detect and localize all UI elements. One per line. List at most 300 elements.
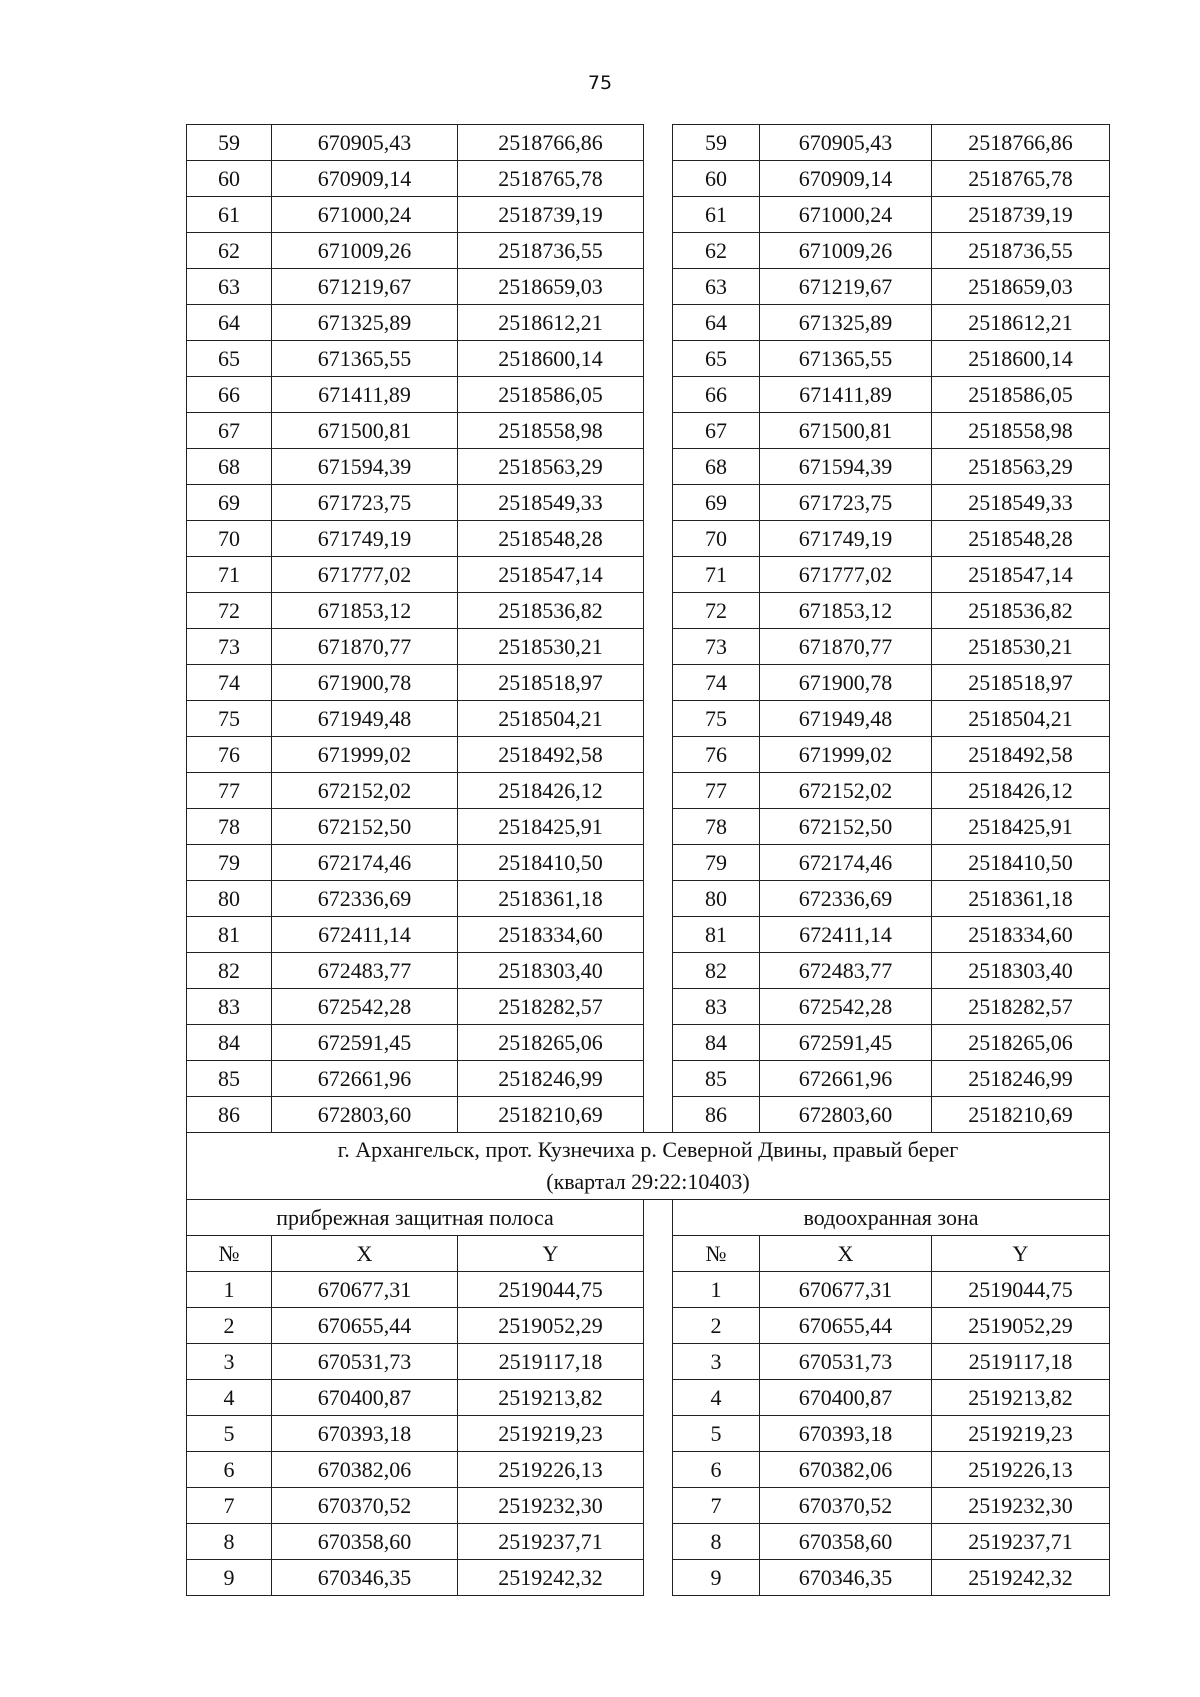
left-x-value: 672803,60	[272, 1097, 458, 1133]
column-gap	[644, 1200, 673, 1236]
table-row	[187, 989, 1110, 1025]
column-gap	[644, 701, 673, 737]
column-gap	[644, 881, 673, 917]
right-x-value: 670905,43	[760, 125, 932, 161]
right-x-value: 671500,81	[760, 413, 932, 449]
coordinates-table	[186, 124, 1110, 1596]
right-x-value: 671365,55	[760, 341, 932, 377]
left-x-value: 672661,96	[272, 1061, 458, 1097]
right-point-number: 77	[673, 773, 760, 809]
table-row	[187, 629, 1110, 665]
left-y-value: 2519242,32	[458, 1560, 644, 1596]
left-y-value: 2519044,75	[458, 1272, 644, 1308]
column-gap	[644, 269, 673, 305]
left-x-value: 671219,67	[272, 269, 458, 305]
left-point-number: 3	[187, 1344, 272, 1380]
right-point-number: 3	[673, 1344, 760, 1380]
right-y-value: 2518547,14	[932, 557, 1110, 593]
left-x-header: X	[272, 1236, 458, 1272]
left-y-value: 2518600,14	[458, 341, 644, 377]
right-y-value: 2518536,82	[932, 593, 1110, 629]
left-point-number: 6	[187, 1452, 272, 1488]
column-gap	[644, 377, 673, 413]
left-zone-title: прибрежная защитная полоса	[187, 1200, 644, 1236]
right-y-value: 2519242,32	[932, 1560, 1110, 1596]
right-point-number: 76	[673, 737, 760, 773]
page-number: 75	[587, 72, 613, 94]
table-row	[187, 809, 1110, 845]
left-point-number: 80	[187, 881, 272, 917]
column-gap	[644, 125, 673, 161]
left-y-value: 2518425,91	[458, 809, 644, 845]
table-row	[187, 881, 1110, 917]
right-x-value: 670358,60	[760, 1524, 932, 1560]
right-point-number: 64	[673, 305, 760, 341]
left-point-number: 62	[187, 233, 272, 269]
right-x-value: 670382,06	[760, 1452, 932, 1488]
right-point-number: 4	[673, 1380, 760, 1416]
right-y-value: 2518563,29	[932, 449, 1110, 485]
right-x-value: 670677,31	[760, 1272, 932, 1308]
column-gap	[644, 953, 673, 989]
right-y-value: 2519237,71	[932, 1524, 1110, 1560]
right-x-value: 671594,39	[760, 449, 932, 485]
table-row	[187, 485, 1110, 521]
left-y-value: 2519213,82	[458, 1380, 644, 1416]
left-x-value: 671723,75	[272, 485, 458, 521]
right-y-value: 2519226,13	[932, 1452, 1110, 1488]
left-point-number: 75	[187, 701, 272, 737]
right-x-value: 672803,60	[760, 1097, 932, 1133]
left-num-header: №	[187, 1236, 272, 1272]
left-y-value: 2518504,21	[458, 701, 644, 737]
right-y-value: 2518492,58	[932, 737, 1110, 773]
right-y-value: 2518282,57	[932, 989, 1110, 1025]
right-point-number: 7	[673, 1488, 760, 1524]
right-point-number: 80	[673, 881, 760, 917]
table-row	[187, 161, 1110, 197]
right-point-number: 81	[673, 917, 760, 953]
right-point-number: 60	[673, 161, 760, 197]
left-y-value: 2518530,21	[458, 629, 644, 665]
left-x-value: 671009,26	[272, 233, 458, 269]
table-row	[187, 1344, 1110, 1380]
right-y-value: 2519117,18	[932, 1344, 1110, 1380]
left-y-value: 2519117,18	[458, 1344, 644, 1380]
right-y-value: 2518265,06	[932, 1025, 1110, 1061]
table-row	[187, 737, 1110, 773]
right-y-value: 2518246,99	[932, 1061, 1110, 1097]
left-x-value: 671853,12	[272, 593, 458, 629]
left-y-value: 2518246,99	[458, 1061, 644, 1097]
left-point-number: 72	[187, 593, 272, 629]
left-point-number: 9	[187, 1560, 272, 1596]
right-y-value: 2518586,05	[932, 377, 1110, 413]
right-x-value: 671749,19	[760, 521, 932, 557]
right-y-value: 2518361,18	[932, 881, 1110, 917]
table-row	[187, 197, 1110, 233]
left-x-value: 671365,55	[272, 341, 458, 377]
right-y-value: 2518766,86	[932, 125, 1110, 161]
table-row	[187, 341, 1110, 377]
left-x-value: 672152,02	[272, 773, 458, 809]
column-header-row	[187, 1236, 1110, 1272]
left-y-value: 2519052,29	[458, 1308, 644, 1344]
right-y-value: 2518210,69	[932, 1097, 1110, 1133]
right-x-header: X	[760, 1236, 932, 1272]
left-point-number: 73	[187, 629, 272, 665]
left-x-value: 670370,52	[272, 1488, 458, 1524]
left-x-value: 672174,46	[272, 845, 458, 881]
right-x-value: 672591,45	[760, 1025, 932, 1061]
left-point-number: 65	[187, 341, 272, 377]
right-point-number: 9	[673, 1560, 760, 1596]
column-gap	[644, 917, 673, 953]
left-y-value: 2518492,58	[458, 737, 644, 773]
right-point-number: 62	[673, 233, 760, 269]
left-x-value: 670531,73	[272, 1344, 458, 1380]
column-gap	[644, 593, 673, 629]
left-x-value: 671949,48	[272, 701, 458, 737]
right-point-number: 8	[673, 1524, 760, 1560]
left-point-number: 8	[187, 1524, 272, 1560]
column-gap	[644, 413, 673, 449]
left-y-value: 2519226,13	[458, 1452, 644, 1488]
column-gap	[644, 989, 673, 1025]
top-coordinates-body	[187, 125, 1110, 1133]
left-x-value: 670655,44	[272, 1308, 458, 1344]
left-x-value: 672591,45	[272, 1025, 458, 1061]
right-y-value: 2518303,40	[932, 953, 1110, 989]
right-y-value: 2519052,29	[932, 1308, 1110, 1344]
right-point-number: 66	[673, 377, 760, 413]
left-x-value: 671777,02	[272, 557, 458, 593]
right-zone-title: водоохранная зона	[673, 1200, 1110, 1236]
table-row	[187, 953, 1110, 989]
right-x-value: 670346,35	[760, 1560, 932, 1596]
left-point-number: 66	[187, 377, 272, 413]
column-gap	[644, 665, 673, 701]
section-caption	[187, 1133, 1110, 1200]
left-point-number: 71	[187, 557, 272, 593]
right-x-value: 670655,44	[760, 1308, 932, 1344]
table-row	[187, 917, 1110, 953]
right-x-value: 671853,12	[760, 593, 932, 629]
table-row	[187, 1524, 1110, 1560]
right-y-header: Y	[932, 1236, 1110, 1272]
right-point-number: 79	[673, 845, 760, 881]
left-y-value: 2518563,29	[458, 449, 644, 485]
column-gap	[644, 485, 673, 521]
right-y-value: 2518549,33	[932, 485, 1110, 521]
right-point-number: 86	[673, 1097, 760, 1133]
table-row	[187, 1308, 1110, 1344]
column-gap	[644, 305, 673, 341]
right-point-number: 61	[673, 197, 760, 233]
column-gap	[644, 1452, 673, 1488]
left-y-value: 2518766,86	[458, 125, 644, 161]
right-y-value: 2519219,23	[932, 1416, 1110, 1452]
right-x-value: 671777,02	[760, 557, 932, 593]
column-gap	[644, 1560, 673, 1596]
table-row	[187, 1272, 1110, 1308]
left-y-header: Y	[458, 1236, 644, 1272]
table-row	[187, 233, 1110, 269]
left-point-number: 86	[187, 1097, 272, 1133]
column-gap	[644, 773, 673, 809]
left-x-value: 670346,35	[272, 1560, 458, 1596]
left-x-value: 672152,50	[272, 809, 458, 845]
column-gap	[644, 809, 673, 845]
right-x-value: 672661,96	[760, 1061, 932, 1097]
right-x-value: 670370,52	[760, 1488, 932, 1524]
table-row	[187, 1380, 1110, 1416]
column-gap	[644, 1061, 673, 1097]
column-gap	[644, 737, 673, 773]
table-row	[187, 377, 1110, 413]
table-row	[187, 1416, 1110, 1452]
right-x-value: 671870,77	[760, 629, 932, 665]
right-y-value: 2518558,98	[932, 413, 1110, 449]
right-x-value: 672483,77	[760, 953, 932, 989]
left-y-value: 2518549,33	[458, 485, 644, 521]
right-x-value: 670531,73	[760, 1344, 932, 1380]
right-y-value: 2518518,97	[932, 665, 1110, 701]
left-point-number: 63	[187, 269, 272, 305]
right-point-number: 71	[673, 557, 760, 593]
left-y-value: 2518548,28	[458, 521, 644, 557]
right-point-number: 84	[673, 1025, 760, 1061]
table-row	[187, 773, 1110, 809]
right-x-value: 671411,89	[760, 377, 932, 413]
column-gap	[644, 629, 673, 665]
right-x-value: 670909,14	[760, 161, 932, 197]
right-point-number: 83	[673, 989, 760, 1025]
table-row	[187, 521, 1110, 557]
table-row	[187, 413, 1110, 449]
left-y-value: 2518536,82	[458, 593, 644, 629]
right-y-value: 2518736,55	[932, 233, 1110, 269]
left-point-number: 77	[187, 773, 272, 809]
right-y-value: 2518739,19	[932, 197, 1110, 233]
right-point-number: 74	[673, 665, 760, 701]
table-row	[187, 269, 1110, 305]
table-row	[187, 1097, 1110, 1133]
column-gap	[644, 449, 673, 485]
left-y-value: 2518410,50	[458, 845, 644, 881]
left-point-number: 74	[187, 665, 272, 701]
section-caption-row	[187, 1133, 1110, 1200]
left-x-value: 670358,60	[272, 1524, 458, 1560]
right-x-value: 670393,18	[760, 1416, 932, 1452]
column-gap	[644, 197, 673, 233]
left-x-value: 670400,87	[272, 1380, 458, 1416]
right-point-number: 68	[673, 449, 760, 485]
column-gap	[644, 1308, 673, 1344]
left-point-number: 83	[187, 989, 272, 1025]
left-y-value: 2518736,55	[458, 233, 644, 269]
left-point-number: 7	[187, 1488, 272, 1524]
right-point-number: 75	[673, 701, 760, 737]
left-x-value: 672483,77	[272, 953, 458, 989]
left-y-value: 2518265,06	[458, 1025, 644, 1061]
right-point-number: 59	[673, 125, 760, 161]
right-x-value: 671949,48	[760, 701, 932, 737]
right-y-value: 2519213,82	[932, 1380, 1110, 1416]
column-gap	[644, 341, 673, 377]
left-point-number: 81	[187, 917, 272, 953]
left-point-number: 5	[187, 1416, 272, 1452]
left-y-value: 2519232,30	[458, 1488, 644, 1524]
left-x-value: 671749,19	[272, 521, 458, 557]
left-x-value: 671594,39	[272, 449, 458, 485]
left-x-value: 670382,06	[272, 1452, 458, 1488]
column-gap	[644, 1488, 673, 1524]
right-num-header: №	[673, 1236, 760, 1272]
left-y-value: 2519237,71	[458, 1524, 644, 1560]
section-header	[187, 1133, 1110, 1272]
right-x-value: 671219,67	[760, 269, 932, 305]
table-row	[187, 701, 1110, 737]
table-row	[187, 1560, 1110, 1596]
column-gap	[644, 1416, 673, 1452]
table-row	[187, 1061, 1110, 1097]
left-y-value: 2518765,78	[458, 161, 644, 197]
right-x-value: 670400,87	[760, 1380, 932, 1416]
left-y-value: 2518303,40	[458, 953, 644, 989]
column-gap	[644, 1236, 673, 1272]
table-row	[187, 1025, 1110, 1061]
right-point-number: 82	[673, 953, 760, 989]
left-point-number: 70	[187, 521, 272, 557]
table-row	[187, 1452, 1110, 1488]
right-point-number: 73	[673, 629, 760, 665]
right-point-number: 2	[673, 1308, 760, 1344]
left-y-value: 2518334,60	[458, 917, 644, 953]
right-point-number: 70	[673, 521, 760, 557]
left-y-value: 2518210,69	[458, 1097, 644, 1133]
right-point-number: 69	[673, 485, 760, 521]
left-point-number: 64	[187, 305, 272, 341]
table-row	[187, 593, 1110, 629]
left-point-number: 1	[187, 1272, 272, 1308]
column-gap	[644, 1272, 673, 1308]
left-x-value: 671900,78	[272, 665, 458, 701]
table-row	[187, 125, 1110, 161]
table-row	[187, 665, 1110, 701]
left-y-value: 2518612,21	[458, 305, 644, 341]
column-gap	[644, 1025, 673, 1061]
right-x-value: 672152,02	[760, 773, 932, 809]
right-y-value: 2518504,21	[932, 701, 1110, 737]
right-x-value: 672542,28	[760, 989, 932, 1025]
left-point-number: 67	[187, 413, 272, 449]
bottom-coordinates-body	[187, 1272, 1110, 1596]
left-point-number: 69	[187, 485, 272, 521]
right-y-value: 2518530,21	[932, 629, 1110, 665]
table-row	[187, 449, 1110, 485]
left-y-value: 2518547,14	[458, 557, 644, 593]
left-y-value: 2518518,97	[458, 665, 644, 701]
left-point-number: 60	[187, 161, 272, 197]
left-y-value: 2518282,57	[458, 989, 644, 1025]
right-point-number: 67	[673, 413, 760, 449]
table-row	[187, 557, 1110, 593]
column-gap	[644, 1344, 673, 1380]
right-point-number: 85	[673, 1061, 760, 1097]
table-row	[187, 845, 1110, 881]
left-y-value: 2518361,18	[458, 881, 644, 917]
left-x-value: 670393,18	[272, 1416, 458, 1452]
right-y-value: 2518410,50	[932, 845, 1110, 881]
left-point-number: 59	[187, 125, 272, 161]
table-row	[187, 305, 1110, 341]
left-y-value: 2518426,12	[458, 773, 644, 809]
right-point-number: 78	[673, 809, 760, 845]
right-x-value: 671325,89	[760, 305, 932, 341]
column-gap	[644, 845, 673, 881]
right-point-number: 65	[673, 341, 760, 377]
left-x-value: 670909,14	[272, 161, 458, 197]
left-x-value: 672411,14	[272, 917, 458, 953]
left-point-number: 68	[187, 449, 272, 485]
section-caption-line2: (квартал 29:22:10403)	[546, 1169, 750, 1194]
right-point-number: 1	[673, 1272, 760, 1308]
right-x-value: 672411,14	[760, 917, 932, 953]
left-x-value: 671000,24	[272, 197, 458, 233]
right-y-value: 2518600,14	[932, 341, 1110, 377]
left-point-number: 61	[187, 197, 272, 233]
table-row	[187, 1488, 1110, 1524]
column-gap	[644, 1380, 673, 1416]
right-x-value: 671900,78	[760, 665, 932, 701]
right-y-value: 2519044,75	[932, 1272, 1110, 1308]
right-y-value: 2519232,30	[932, 1488, 1110, 1524]
left-x-value: 671325,89	[272, 305, 458, 341]
left-y-value: 2518739,19	[458, 197, 644, 233]
left-y-value: 2519219,23	[458, 1416, 644, 1452]
column-gap	[644, 557, 673, 593]
right-x-value: 672174,46	[760, 845, 932, 881]
right-y-value: 2518425,91	[932, 809, 1110, 845]
section-caption-line1: г. Архангельск, прот. Кузнечиха р. Северной Двины, правый берег	[337, 1137, 959, 1162]
left-point-number: 4	[187, 1380, 272, 1416]
left-point-number: 82	[187, 953, 272, 989]
right-point-number: 5	[673, 1416, 760, 1452]
left-x-value: 670677,31	[272, 1272, 458, 1308]
right-y-value: 2518334,60	[932, 917, 1110, 953]
right-point-number: 63	[673, 269, 760, 305]
right-x-value: 672152,50	[760, 809, 932, 845]
right-y-value: 2518612,21	[932, 305, 1110, 341]
column-gap	[644, 1524, 673, 1560]
left-point-number: 2	[187, 1308, 272, 1344]
left-x-value: 671411,89	[272, 377, 458, 413]
left-x-value: 671870,77	[272, 629, 458, 665]
right-x-value: 672336,69	[760, 881, 932, 917]
column-gap	[644, 233, 673, 269]
right-x-value: 671009,26	[760, 233, 932, 269]
left-x-value: 671999,02	[272, 737, 458, 773]
right-y-value: 2518659,03	[932, 269, 1110, 305]
left-x-value: 672336,69	[272, 881, 458, 917]
left-point-number: 78	[187, 809, 272, 845]
left-point-number: 79	[187, 845, 272, 881]
left-x-value: 672542,28	[272, 989, 458, 1025]
left-x-value: 670905,43	[272, 125, 458, 161]
right-x-value: 671723,75	[760, 485, 932, 521]
right-y-value: 2518765,78	[932, 161, 1110, 197]
